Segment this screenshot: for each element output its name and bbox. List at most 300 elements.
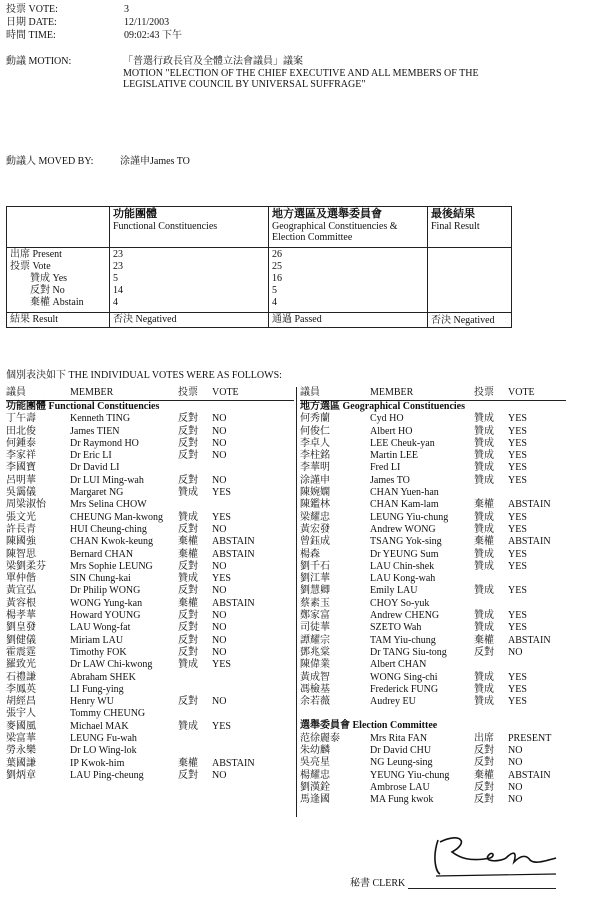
member-name-en: Andrew WONG: [370, 523, 436, 535]
vote-zh: 反對: [178, 523, 198, 535]
votes-left-header: [6, 387, 294, 401]
member-name-zh: 鄭家富: [300, 610, 330, 622]
col-member-zh-right: 議員: [300, 387, 320, 398]
vote-row: [300, 475, 566, 487]
vote-row: [300, 782, 566, 794]
member-name-zh: 馮檢基: [300, 683, 330, 695]
member-name-zh: 司徒華: [300, 622, 330, 634]
vote-row: [6, 487, 294, 499]
member-name-en: Ambrose LAU: [370, 781, 430, 793]
votes-right-column: [300, 387, 566, 807]
results-corner: [7, 207, 110, 248]
member-name-zh: 梁富華: [6, 733, 36, 745]
vote-en: NO: [212, 585, 227, 597]
results-final-blank: [428, 248, 512, 313]
member-name-en: Tommy CHEUNG: [70, 708, 146, 720]
member-name-en: Martin LEE: [370, 450, 419, 462]
vote-row: [6, 610, 294, 622]
member-name-zh: 劉漢銓: [300, 781, 330, 793]
vote-row: [6, 536, 294, 548]
vote-en: NO: [212, 450, 227, 462]
member-name-zh: 劉皇發: [6, 622, 36, 634]
vote-en: YES: [508, 523, 527, 535]
vote-zh: 贊成: [474, 671, 494, 683]
member-name-en: Michael MAK: [70, 720, 129, 732]
gc-no: 5: [272, 285, 277, 296]
vote-number-value: 3: [124, 4, 129, 15]
results-header-gc-zh: 地方選區及選舉委員會: [272, 208, 382, 220]
member-name-zh: 蔡素玉: [300, 597, 330, 609]
member-name-en: Dr David CHU: [370, 745, 432, 757]
vote-row: [300, 585, 566, 597]
vote-en: NO: [212, 560, 227, 572]
member-name-zh: 田北俊: [6, 425, 36, 437]
vote-zh: 贊成: [474, 437, 494, 449]
member-name-en: Dr LO Wing-lok: [70, 745, 137, 757]
member-name-zh: 馬逢國: [300, 794, 330, 806]
member-name-zh: 李卓人: [300, 437, 330, 449]
vote-en: NO: [212, 437, 227, 449]
member-name-en: MA Fung kwok: [370, 794, 434, 806]
member-name-zh: 何鍾泰: [6, 437, 36, 449]
member-name-en: WONG Sing-chi: [370, 671, 438, 683]
vote-zh: 贊成: [474, 474, 494, 486]
vote-row: [6, 413, 294, 425]
member-name-zh: 涂謹申: [300, 474, 330, 486]
vote-row: [6, 512, 294, 524]
vote-row: [300, 426, 566, 438]
vote-row: [6, 549, 294, 561]
member-name-en: LAU Kong-wah: [370, 573, 436, 585]
member-name-en: Dr Raymond HO: [70, 437, 139, 449]
member-name-zh: 李柱銘: [300, 450, 330, 462]
results-header-gc: [269, 207, 428, 248]
member-name-zh: 丁午壽: [6, 413, 36, 425]
member-name-en: Margaret NG: [70, 487, 124, 499]
vote-row: [300, 487, 566, 499]
vote-row: [6, 585, 294, 597]
motion-label: 動議 MOTION:: [6, 56, 72, 67]
member-name-en: Dr YEUNG Sum: [370, 548, 439, 560]
vote-row: [300, 499, 566, 511]
results-header-gc-en2: Election Committee: [272, 232, 353, 244]
vote-row: [6, 499, 294, 511]
fc-abstain: 4: [113, 297, 118, 308]
vote-date: [6, 17, 169, 29]
vote-en: NO: [212, 474, 227, 486]
vote-en: ABSTAIN: [212, 757, 255, 769]
vote-zh: 反對: [178, 696, 198, 708]
vote-en: YES: [508, 450, 527, 462]
fc-result: 否決 Negatived: [110, 313, 269, 328]
member-name-en: Dr TANG Siu-tong: [370, 646, 447, 658]
motion-title-en-1: MOTION "ELECTION OF THE CHIEF EXECUTIVE AND ALL MEMBERS OF THE: [123, 67, 479, 79]
member-name-zh: 譚耀宗: [300, 634, 330, 646]
vote-row: [6, 770, 294, 782]
vote-en: NO: [212, 634, 227, 646]
vote-zh: 贊成: [474, 548, 494, 560]
member-name-en: CHAN Kwok-keung: [70, 536, 154, 548]
vote-zh: 反對: [178, 610, 198, 622]
clerk-signature: [430, 828, 560, 878]
vote-en: YES: [508, 696, 527, 708]
motion-title-en-2: LEGISLATIVE COUNCIL BY UNIVERSAL SUFFRAGE": [123, 79, 366, 90]
member-name-en: Emily LAU: [370, 585, 418, 597]
member-name-zh: 李家祥: [6, 450, 36, 462]
vote-row: [300, 549, 566, 561]
member-name-en: SIN Chung-kai: [70, 573, 131, 585]
col-member-zh: 議員: [6, 387, 26, 398]
vote-zh: 反對: [474, 781, 494, 793]
vote-row: [6, 659, 294, 671]
vote-row: [300, 659, 566, 671]
vote-row: [6, 450, 294, 462]
vote-row: [6, 758, 294, 770]
member-name-en: James TO: [370, 474, 410, 486]
clerk-signature-line: [408, 888, 556, 889]
vote-time-label: 時間 TIME:: [6, 30, 56, 41]
vote-row: [6, 745, 294, 757]
vote-en: NO: [508, 794, 523, 806]
vote-row: [300, 573, 566, 585]
motion-text: [123, 56, 563, 91]
results-header-final-en: Final Result: [431, 220, 480, 232]
member-name-en: LEUNG Yiu-chung: [370, 511, 449, 523]
member-name-zh: 陳婉嫻: [300, 487, 330, 499]
vote-en: YES: [212, 573, 231, 585]
vote-en: YES: [508, 671, 527, 683]
results-row-labels: [7, 248, 110, 313]
election-committee-vote-rows: [300, 733, 566, 807]
vote-zh: 反對: [474, 646, 494, 658]
member-name-en: Fred LI: [370, 462, 401, 474]
vote-en: ABSTAIN: [508, 536, 551, 548]
member-name-en: Mrs Rita FAN: [370, 732, 428, 744]
vote-zh: 反對: [178, 437, 198, 449]
vote-row: [6, 733, 294, 745]
vote-zh: 贊成: [474, 560, 494, 572]
col-member-en: MEMBER: [70, 387, 114, 398]
vote-zh: 反對: [474, 745, 494, 757]
vote-en: YES: [508, 622, 527, 634]
column-divider: [296, 387, 297, 817]
vote-en: YES: [508, 474, 527, 486]
vote-row: [6, 426, 294, 438]
vote-en: NO: [212, 610, 227, 622]
vote-en: YES: [508, 413, 527, 425]
member-name-zh: 楊森: [300, 548, 320, 560]
vote-row: [300, 733, 566, 745]
vote-zh: 贊成: [178, 511, 198, 523]
vote-en: YES: [508, 683, 527, 695]
vote-zh: 反對: [178, 425, 198, 437]
member-name-en: Mrs Selina CHOW: [70, 499, 147, 511]
member-name-zh: 劉千石: [300, 560, 330, 572]
vote-en: NO: [508, 646, 523, 658]
col-vote-zh: 投票: [178, 387, 198, 398]
member-name-zh: 石禮謙: [6, 671, 36, 683]
member-name-en: SZETO Wah: [370, 622, 422, 634]
vote-en: YES: [508, 610, 527, 622]
member-name-en: LI Fung-ying: [70, 683, 124, 695]
results-header-fc-en: Functional Constituencies: [113, 220, 218, 232]
label-abstain: 棄權 Abstain: [30, 297, 84, 308]
member-name-zh: 李國寶: [6, 462, 36, 474]
vote-date-value: 12/11/2003: [124, 17, 170, 28]
vote-zh: 贊成: [474, 523, 494, 535]
results-header-fc-zh: 功能團體: [113, 208, 157, 220]
member-name-en: Dr LAW Chi-kwong: [70, 659, 153, 671]
vote-en: NO: [212, 769, 227, 781]
vote-en: PRESENT: [508, 732, 552, 744]
vote-zh: 出席: [474, 732, 494, 744]
gc-yes: 16: [272, 273, 282, 284]
vote-row: [6, 635, 294, 647]
vote-row: [300, 610, 566, 622]
member-name-en: Albert CHAN: [370, 659, 427, 671]
member-name-en: Timothy FOK: [70, 646, 127, 658]
results-header-final-zh: 最後結果: [431, 208, 475, 220]
member-name-en: Miriam LAU: [70, 634, 124, 646]
member-name-zh: 李鳳英: [6, 683, 36, 695]
vote-en: ABSTAIN: [508, 634, 551, 646]
vote-row: [300, 672, 566, 684]
moved-by-value: 涂謹申James TO: [120, 156, 190, 167]
vote-en: YES: [508, 437, 527, 449]
member-name-zh: 羅致光: [6, 659, 36, 671]
member-name-en: TSANG Yok-sing: [370, 536, 442, 548]
vote-row: [6, 672, 294, 684]
vote-row: [300, 635, 566, 647]
member-name-en: Audrey EU: [370, 696, 416, 708]
member-name-en: LAU Wong-fat: [70, 622, 131, 634]
member-name-zh: 黃宜弘: [6, 585, 36, 597]
vote-en: NO: [508, 745, 523, 757]
vote-zh: 棄權: [178, 548, 198, 560]
motion-title-zh: 「普選行政長官及全體立法會議員」議案: [123, 56, 303, 67]
member-name-zh: 黃成智: [300, 671, 330, 683]
member-name-en: CHAN Yuen-han: [370, 487, 439, 499]
member-name-zh: 范徐麗泰: [300, 732, 340, 744]
results-header-gc-en1: Geographical Constituencies &: [272, 220, 398, 232]
member-name-zh: 梁耀忠: [300, 511, 330, 523]
vote-zh: 反對: [178, 622, 198, 634]
section-gap: [300, 708, 566, 720]
vote-en: NO: [212, 523, 227, 535]
member-name-zh: 梁劉柔芬: [6, 560, 46, 572]
member-name-en: Andrew CHENG: [370, 610, 440, 622]
member-name-zh: 楊孝華: [6, 610, 36, 622]
vote-zh: 反對: [178, 450, 198, 462]
vote-en: NO: [212, 425, 227, 437]
member-name-zh: 陳鑑林: [300, 499, 330, 511]
member-name-en: NG Leung-sing: [370, 757, 433, 769]
vote-zh: 反對: [178, 646, 198, 658]
vote-row: [6, 696, 294, 708]
col-member-en-right: MEMBER: [370, 387, 414, 398]
vote-date-label: 日期 DATE:: [6, 17, 57, 28]
member-name-en: Kenneth TING: [70, 413, 131, 425]
vote-zh: 贊成: [474, 610, 494, 622]
member-name-zh: 李華明: [300, 462, 330, 474]
vote-en: ABSTAIN: [212, 597, 255, 609]
vote-row: [6, 561, 294, 573]
member-name-zh: 張文光: [6, 511, 36, 523]
member-name-zh: 余若薇: [300, 696, 330, 708]
vote-zh: 反對: [178, 560, 198, 572]
vote-en: YES: [508, 560, 527, 572]
vote-row: [300, 524, 566, 536]
results-header-fc: [110, 207, 269, 248]
vote-en: YES: [508, 548, 527, 560]
vote-zh: 贊成: [474, 511, 494, 523]
fc-present: 23: [113, 249, 123, 260]
vote-zh: 贊成: [178, 659, 198, 671]
label-no: 反對 No: [30, 285, 65, 296]
member-name-en: LEE Cheuk-yan: [370, 437, 435, 449]
vote-row: [6, 573, 294, 585]
vote-row: [6, 622, 294, 634]
member-name-en: Bernard CHAN: [70, 548, 134, 560]
vote-zh: 贊成: [474, 683, 494, 695]
label-yes: 贊成 Yes: [30, 273, 68, 284]
member-name-zh: 周梁淑怡: [6, 499, 46, 511]
geographical-vote-rows: [300, 413, 566, 708]
member-name-en: CHOY So-yuk: [370, 597, 430, 609]
member-name-zh: 吳靄儀: [6, 487, 36, 499]
vote-number-label: 投票 VOTE:: [6, 4, 58, 15]
member-name-en: Henry WU: [70, 696, 114, 708]
vote-row: [6, 684, 294, 696]
member-name-en: Mrs Sophie LEUNG: [70, 560, 153, 572]
member-name-en: Dr Eric LI: [70, 450, 112, 462]
vote-row: [300, 561, 566, 573]
member-name-en: James TIEN: [70, 425, 120, 437]
label-present: 出席 Present: [10, 249, 62, 260]
fc-vote: 23: [113, 261, 123, 272]
results-table: [6, 206, 512, 328]
member-name-zh: 許長青: [6, 523, 36, 535]
vote-row: [6, 438, 294, 450]
vote-row: [300, 745, 566, 757]
member-name-zh: 劉炳章: [6, 769, 36, 781]
vote-en: YES: [508, 425, 527, 437]
member-name-en: Dr LUI Ming-wah: [70, 474, 144, 486]
member-name-en: Abraham SHEK: [70, 671, 136, 683]
vote-time: [6, 30, 182, 42]
member-name-zh: 單仲偕: [6, 573, 36, 585]
vote-zh: 贊成: [178, 487, 198, 499]
vote-row: [300, 512, 566, 524]
vote-zh: 棄權: [474, 769, 494, 781]
vote-row: [300, 598, 566, 610]
clerk-label: 秘書 CLERK: [350, 878, 406, 889]
vote-zh: 棄權: [178, 597, 198, 609]
fc-yes: 5: [113, 273, 118, 284]
vote-en: YES: [212, 659, 231, 671]
vote-en: ABSTAIN: [508, 769, 551, 781]
member-name-en: Dr Philip WONG: [70, 585, 141, 597]
gc-abstain: 4: [272, 297, 277, 308]
vote-zh: 贊成: [178, 720, 198, 732]
vote-row: [300, 770, 566, 782]
vote-row: [300, 647, 566, 659]
vote-row: [6, 708, 294, 720]
vote-number: [6, 4, 129, 16]
member-name-zh: 朱幼麟: [300, 745, 330, 757]
member-name-en: IP Kwok-him: [70, 757, 125, 769]
vote-row: [6, 647, 294, 659]
results-header-final: [428, 207, 512, 248]
vote-row: [300, 450, 566, 462]
votes-left-column: [6, 387, 294, 782]
vote-row: [300, 696, 566, 708]
vote-row: [6, 598, 294, 610]
member-name-zh: 黃宏發: [300, 523, 330, 535]
vote-en: NO: [212, 696, 227, 708]
member-name-zh: 楊耀忠: [300, 769, 330, 781]
vote-zh: 贊成: [178, 573, 198, 585]
vote-en: ABSTAIN: [508, 499, 551, 511]
vote-zh: 贊成: [474, 462, 494, 474]
vote-zh: 反對: [178, 474, 198, 486]
final-result: 否決 Negatived: [428, 313, 512, 328]
member-name-en: WONG Yung-kan: [70, 597, 143, 609]
member-name-en: Cyd HO: [370, 413, 404, 425]
vote-row: [6, 721, 294, 733]
vote-zh: 棄權: [474, 536, 494, 548]
vote-en: NO: [508, 781, 523, 793]
vote-zh: 贊成: [474, 622, 494, 634]
fc-no: 14: [113, 285, 123, 296]
member-name-zh: 劉江華: [300, 573, 330, 585]
member-name-zh: 張宇人: [6, 708, 36, 720]
vote-zh: 贊成: [474, 413, 494, 425]
gc-present: 26: [272, 249, 282, 260]
moved-by-label: 動議人 MOVED BY:: [6, 156, 94, 167]
vote-zh: 贊成: [474, 450, 494, 462]
member-name-zh: 勞永樂: [6, 745, 36, 757]
member-name-zh: 麥國風: [6, 720, 36, 732]
member-name-zh: 吳亮星: [300, 757, 330, 769]
member-name-zh: 陳國強: [6, 536, 36, 548]
vote-en: YES: [212, 487, 231, 499]
member-name-en: Frederick FUNG: [370, 683, 439, 695]
vote-en: YES: [508, 585, 527, 597]
vote-zh: 棄權: [474, 499, 494, 511]
member-name-en: LAU Ping-cheung: [70, 769, 144, 781]
vote-row: [300, 462, 566, 474]
vote-row: [6, 475, 294, 487]
vote-en: NO: [212, 622, 227, 634]
vote-zh: 反對: [178, 634, 198, 646]
vote-row: [300, 684, 566, 696]
vote-zh: 反對: [474, 794, 494, 806]
vote-zh: 反對: [474, 757, 494, 769]
vote-row: [300, 438, 566, 450]
vote-row: [6, 524, 294, 536]
gc-result: 通過 Passed: [269, 313, 428, 328]
vote-zh: 棄權: [178, 536, 198, 548]
member-name-zh: 葉國謙: [6, 757, 36, 769]
member-name-en: Albert HO: [370, 425, 413, 437]
member-name-zh: 陳智思: [6, 548, 36, 560]
vote-zh: 贊成: [474, 425, 494, 437]
gc-vote: 25: [272, 261, 282, 272]
results-fc-values: [110, 248, 269, 313]
results-gc-values: [269, 248, 428, 313]
vote-zh: 贊成: [474, 696, 494, 708]
